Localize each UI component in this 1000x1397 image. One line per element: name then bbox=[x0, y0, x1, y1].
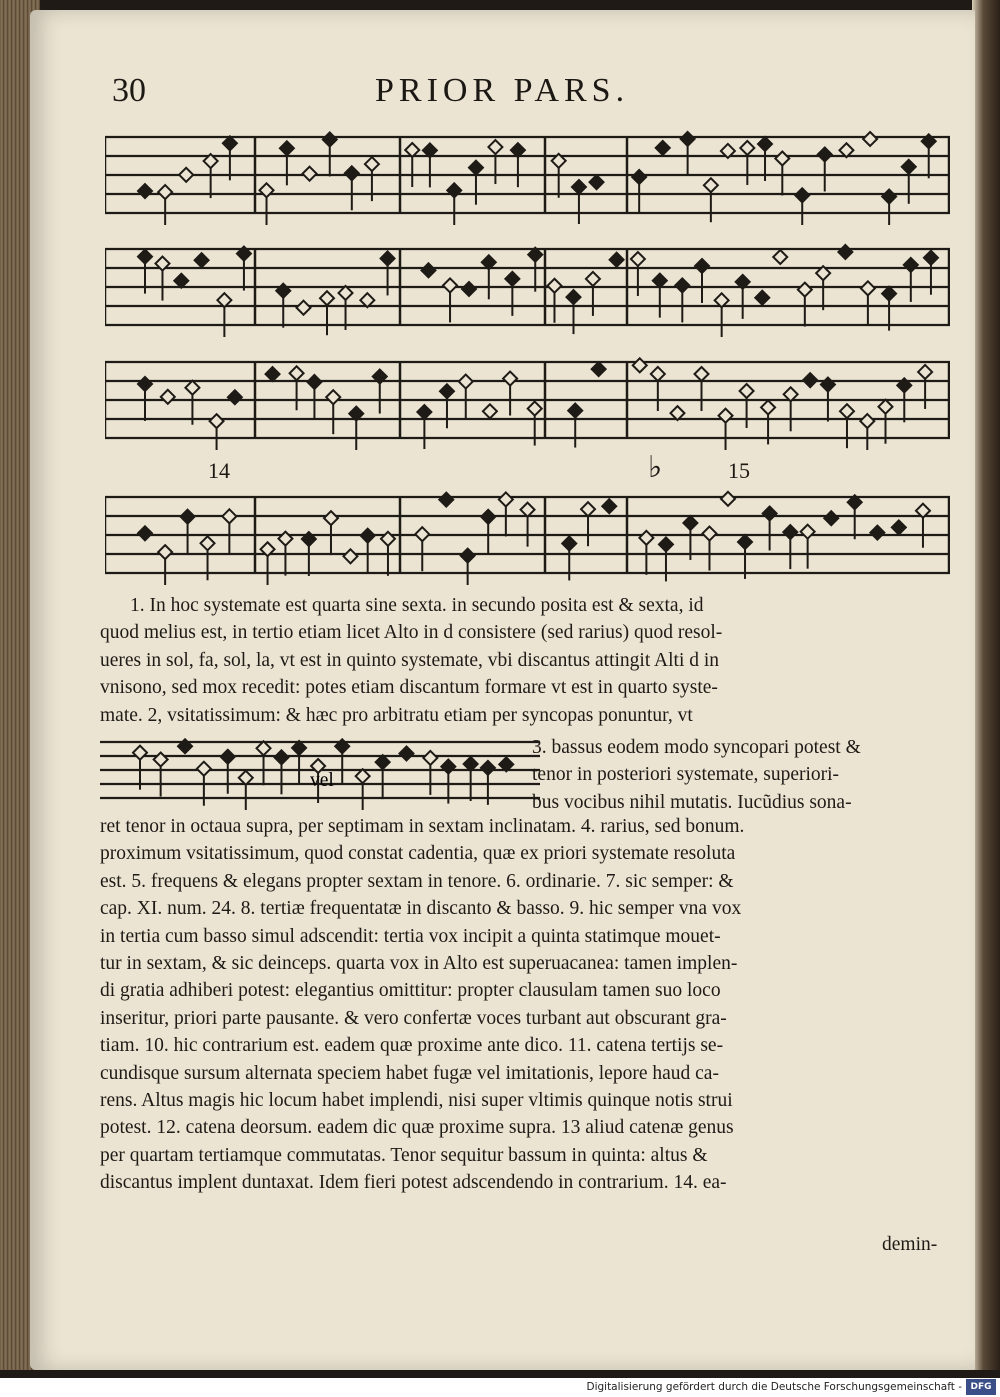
note-head bbox=[201, 536, 215, 550]
note-head bbox=[602, 499, 616, 513]
note-head bbox=[610, 253, 624, 267]
note-head bbox=[303, 167, 317, 181]
music-system-2 bbox=[105, 237, 950, 337]
page-header bbox=[112, 66, 712, 116]
note-head bbox=[361, 529, 375, 543]
text-line: potest. 12. catena deorsum. eadem dic quæ proxime supra. 13 aliud catenæ genus bbox=[100, 1117, 734, 1139]
note-head bbox=[276, 284, 290, 298]
system-number-15: 15 bbox=[728, 458, 750, 483]
note-head bbox=[581, 502, 595, 516]
note-head bbox=[185, 381, 199, 395]
note-head bbox=[345, 166, 359, 180]
text-line: ueres in sol, fa, sol, la, vt est in quinto systemate, vbi discantus attingit Alti d in bbox=[100, 649, 720, 671]
commentary-top bbox=[100, 592, 962, 729]
dfg-logo: DFG bbox=[966, 1379, 996, 1395]
note-head bbox=[695, 367, 709, 381]
text-line: in tertia cum basso simul adscendit: tertia vox incipit a quinta statimque mouet- bbox=[100, 925, 721, 947]
note-head bbox=[223, 136, 237, 150]
note-head bbox=[566, 290, 580, 304]
note-head bbox=[572, 180, 586, 194]
note-head bbox=[499, 492, 513, 506]
note-head bbox=[266, 367, 280, 381]
text-line: est. 5. frequens & elegans propter sextam in tenore. 6. ordinarie. 7. sic semper: & bbox=[100, 870, 734, 892]
note-head bbox=[181, 510, 195, 524]
running-head: PRIOR PARS. bbox=[375, 72, 630, 109]
note-head bbox=[138, 250, 152, 264]
note-head bbox=[775, 151, 789, 165]
digitization-credit: Digitalisierung gefördert durch die Deutsche Forschungsgemeinschaft - bbox=[586, 1381, 962, 1393]
note-head bbox=[902, 160, 916, 174]
note-head bbox=[154, 753, 168, 767]
note-head bbox=[861, 281, 875, 295]
note-head bbox=[138, 526, 152, 540]
note-head bbox=[421, 263, 435, 277]
staff-2 bbox=[105, 237, 950, 337]
note-head bbox=[274, 750, 288, 764]
note-head bbox=[376, 755, 390, 769]
note-head bbox=[459, 375, 473, 389]
note-head bbox=[505, 272, 519, 286]
note-head bbox=[763, 506, 777, 520]
note-head bbox=[639, 531, 653, 545]
note-head bbox=[651, 367, 665, 381]
note-head bbox=[158, 185, 172, 199]
note-head bbox=[924, 251, 938, 265]
note-head bbox=[343, 549, 357, 563]
commentary-wrap bbox=[532, 734, 962, 816]
text-line: bus vocibus nihil mutatis. Iucũdius sona- bbox=[532, 791, 852, 813]
note-head bbox=[803, 373, 817, 387]
note-head bbox=[683, 516, 697, 530]
note-head bbox=[631, 252, 645, 266]
note-head bbox=[702, 527, 716, 541]
note-head bbox=[138, 377, 152, 391]
note-head bbox=[758, 137, 772, 151]
notes bbox=[138, 358, 932, 450]
text-line: per quartam tertiamque commutatas. Tenor sequitur bassum in quinta: altus & bbox=[100, 1144, 708, 1166]
note-head bbox=[415, 527, 429, 541]
note-head bbox=[740, 141, 754, 155]
note-head bbox=[675, 278, 689, 292]
music-system-4 bbox=[105, 485, 950, 585]
note-head bbox=[704, 178, 718, 192]
note-head bbox=[365, 157, 379, 171]
note-head bbox=[632, 170, 646, 184]
text-line: ret tenor in octaua supra, per septimam in sextam inclinatam. 4. rarius, sed bonum. bbox=[100, 816, 745, 837]
note-head bbox=[798, 283, 812, 297]
book-right-edge bbox=[972, 0, 1000, 1370]
note-head bbox=[239, 771, 253, 785]
note-head bbox=[161, 390, 175, 404]
note-head bbox=[740, 384, 754, 398]
note-head bbox=[773, 250, 787, 264]
note-head bbox=[210, 414, 224, 428]
note-head bbox=[681, 132, 695, 146]
note-head bbox=[783, 525, 797, 539]
note-head bbox=[133, 746, 147, 760]
note-head bbox=[870, 526, 884, 540]
note-head bbox=[260, 183, 274, 197]
note-head bbox=[356, 769, 370, 783]
note-head bbox=[695, 259, 709, 273]
note-head bbox=[721, 492, 735, 506]
text-line: tenor in posteriori systemate, superiori- bbox=[532, 764, 840, 786]
note-head bbox=[323, 132, 337, 146]
note-head bbox=[568, 404, 582, 418]
text-line: di gratia adhiberi potest: elegantius omittitur: propter clausulam tamen suo loco bbox=[100, 980, 721, 1002]
note-head bbox=[443, 278, 457, 292]
page-number: 30 bbox=[112, 72, 146, 109]
note-head bbox=[488, 140, 502, 154]
text-line: tur in sextam, & sic deinceps. quarta vox in Alto est superuacanea: tamen implen- bbox=[100, 952, 738, 974]
note-head bbox=[290, 366, 304, 380]
vel-label: vel bbox=[310, 770, 334, 791]
note-head bbox=[882, 287, 896, 301]
note-head bbox=[592, 362, 606, 376]
note-head bbox=[320, 291, 334, 305]
note-head bbox=[738, 535, 752, 549]
note-head bbox=[840, 404, 854, 418]
note-head bbox=[483, 404, 497, 418]
note-head bbox=[824, 511, 838, 525]
note-head bbox=[441, 760, 455, 774]
notes bbox=[138, 245, 938, 337]
text-line: tiam. 10. hic contrarium est. eadem quæ proxime ante dico. 11. catena tertijs se- bbox=[100, 1035, 724, 1057]
flat-sign: ♭ bbox=[648, 451, 663, 484]
text-line: rens. Altus magis hic locum habet implendi, nisi super vltimis quinque notis strui bbox=[100, 1089, 733, 1111]
staff-1 bbox=[105, 125, 950, 225]
note-head bbox=[197, 762, 211, 776]
text-line: proximum vsitatissimum, quod constat cadentia, quæ ex priori systemate resoluta bbox=[100, 843, 736, 865]
text-line: 1. In hoc systemate est quarta sine sexta. in secundo posita est & sexta, id bbox=[130, 595, 704, 616]
text-line: discantus implent duntaxat. Idem fieri potest adscendendo in contrarium. 14. ea- bbox=[100, 1172, 727, 1194]
commentary-bottom bbox=[100, 813, 962, 1196]
system-number-14: 14 bbox=[208, 458, 230, 483]
note-head bbox=[381, 251, 395, 265]
note-head bbox=[179, 168, 193, 182]
music-system-1 bbox=[105, 125, 950, 225]
note-head bbox=[818, 147, 832, 161]
note-head bbox=[417, 405, 431, 419]
catchword: demin- bbox=[882, 1234, 938, 1255]
text-line: cundisque sursum alternata speciem habet fugæ vel imitationis, lepore haud ca- bbox=[100, 1062, 719, 1084]
note-head bbox=[719, 409, 733, 423]
note-head bbox=[222, 509, 236, 523]
note-head bbox=[562, 536, 576, 550]
note-head bbox=[659, 537, 673, 551]
inline-music-examples bbox=[100, 730, 540, 810]
text-line: quod melius est, in tertio etiam licet Alto in d consistere (sed rarius) quod resol- bbox=[100, 622, 723, 644]
note-head bbox=[590, 175, 604, 189]
note-head bbox=[221, 750, 235, 764]
note-head bbox=[586, 272, 600, 286]
note-head bbox=[878, 400, 892, 414]
note-head bbox=[307, 375, 321, 389]
note-head bbox=[892, 520, 906, 534]
note-head bbox=[324, 511, 338, 525]
text-line: 3. bassus eodem modo syncopari potest & bbox=[532, 737, 861, 758]
note-head bbox=[656, 141, 670, 155]
staff-3 bbox=[105, 350, 950, 450]
note-head bbox=[521, 503, 535, 517]
note-head bbox=[547, 279, 561, 293]
note-head bbox=[863, 132, 877, 146]
music-system-3 bbox=[105, 350, 950, 450]
note-head bbox=[280, 141, 294, 155]
staff-4 bbox=[105, 485, 950, 585]
note-head bbox=[462, 282, 476, 296]
note-head bbox=[838, 245, 852, 259]
note-head bbox=[278, 532, 292, 546]
note-head bbox=[755, 291, 769, 305]
note-head bbox=[138, 184, 152, 198]
text-line: vnisono, sed mox recedit: potes etiam discantum formare vt est in quarto syste- bbox=[100, 677, 718, 699]
note-head bbox=[528, 402, 542, 416]
note-head bbox=[795, 188, 809, 202]
note-head bbox=[918, 365, 932, 379]
note-head bbox=[461, 549, 475, 563]
note-head bbox=[801, 525, 815, 539]
note-head bbox=[904, 258, 918, 272]
text-line: inseritur, priori parte pausante. & vero confertæ voces turbant aut obscurant gra- bbox=[100, 1007, 727, 1029]
note-head bbox=[158, 545, 172, 559]
note-head bbox=[503, 372, 517, 386]
note-head bbox=[761, 400, 775, 414]
note-head bbox=[439, 493, 453, 507]
note-head bbox=[860, 414, 874, 428]
note-head bbox=[882, 190, 896, 204]
note-head bbox=[257, 741, 271, 755]
note-head bbox=[296, 301, 310, 315]
note-head bbox=[469, 161, 483, 175]
note-head bbox=[481, 510, 495, 524]
note-head bbox=[440, 384, 454, 398]
text-line: cap. XI. num. 24. 8. tertiæ frequentatæ in discanto & basso. 9. hic semper vna vox bbox=[100, 898, 742, 920]
notes bbox=[138, 132, 936, 225]
note-head bbox=[481, 761, 495, 775]
note-head bbox=[821, 378, 835, 392]
note-head bbox=[228, 390, 242, 404]
note-head bbox=[174, 274, 188, 288]
note-head bbox=[399, 746, 413, 760]
note-head bbox=[195, 253, 209, 267]
note-head bbox=[653, 274, 667, 288]
notes bbox=[138, 492, 930, 585]
text-line: mate. 2, vsitatissimum: & hæc pro arbitratu etiam per syncopas ponuntur, vt bbox=[100, 704, 693, 726]
note-head bbox=[326, 390, 340, 404]
note-head bbox=[423, 751, 437, 765]
note-head bbox=[447, 183, 461, 197]
note-head bbox=[633, 358, 647, 372]
